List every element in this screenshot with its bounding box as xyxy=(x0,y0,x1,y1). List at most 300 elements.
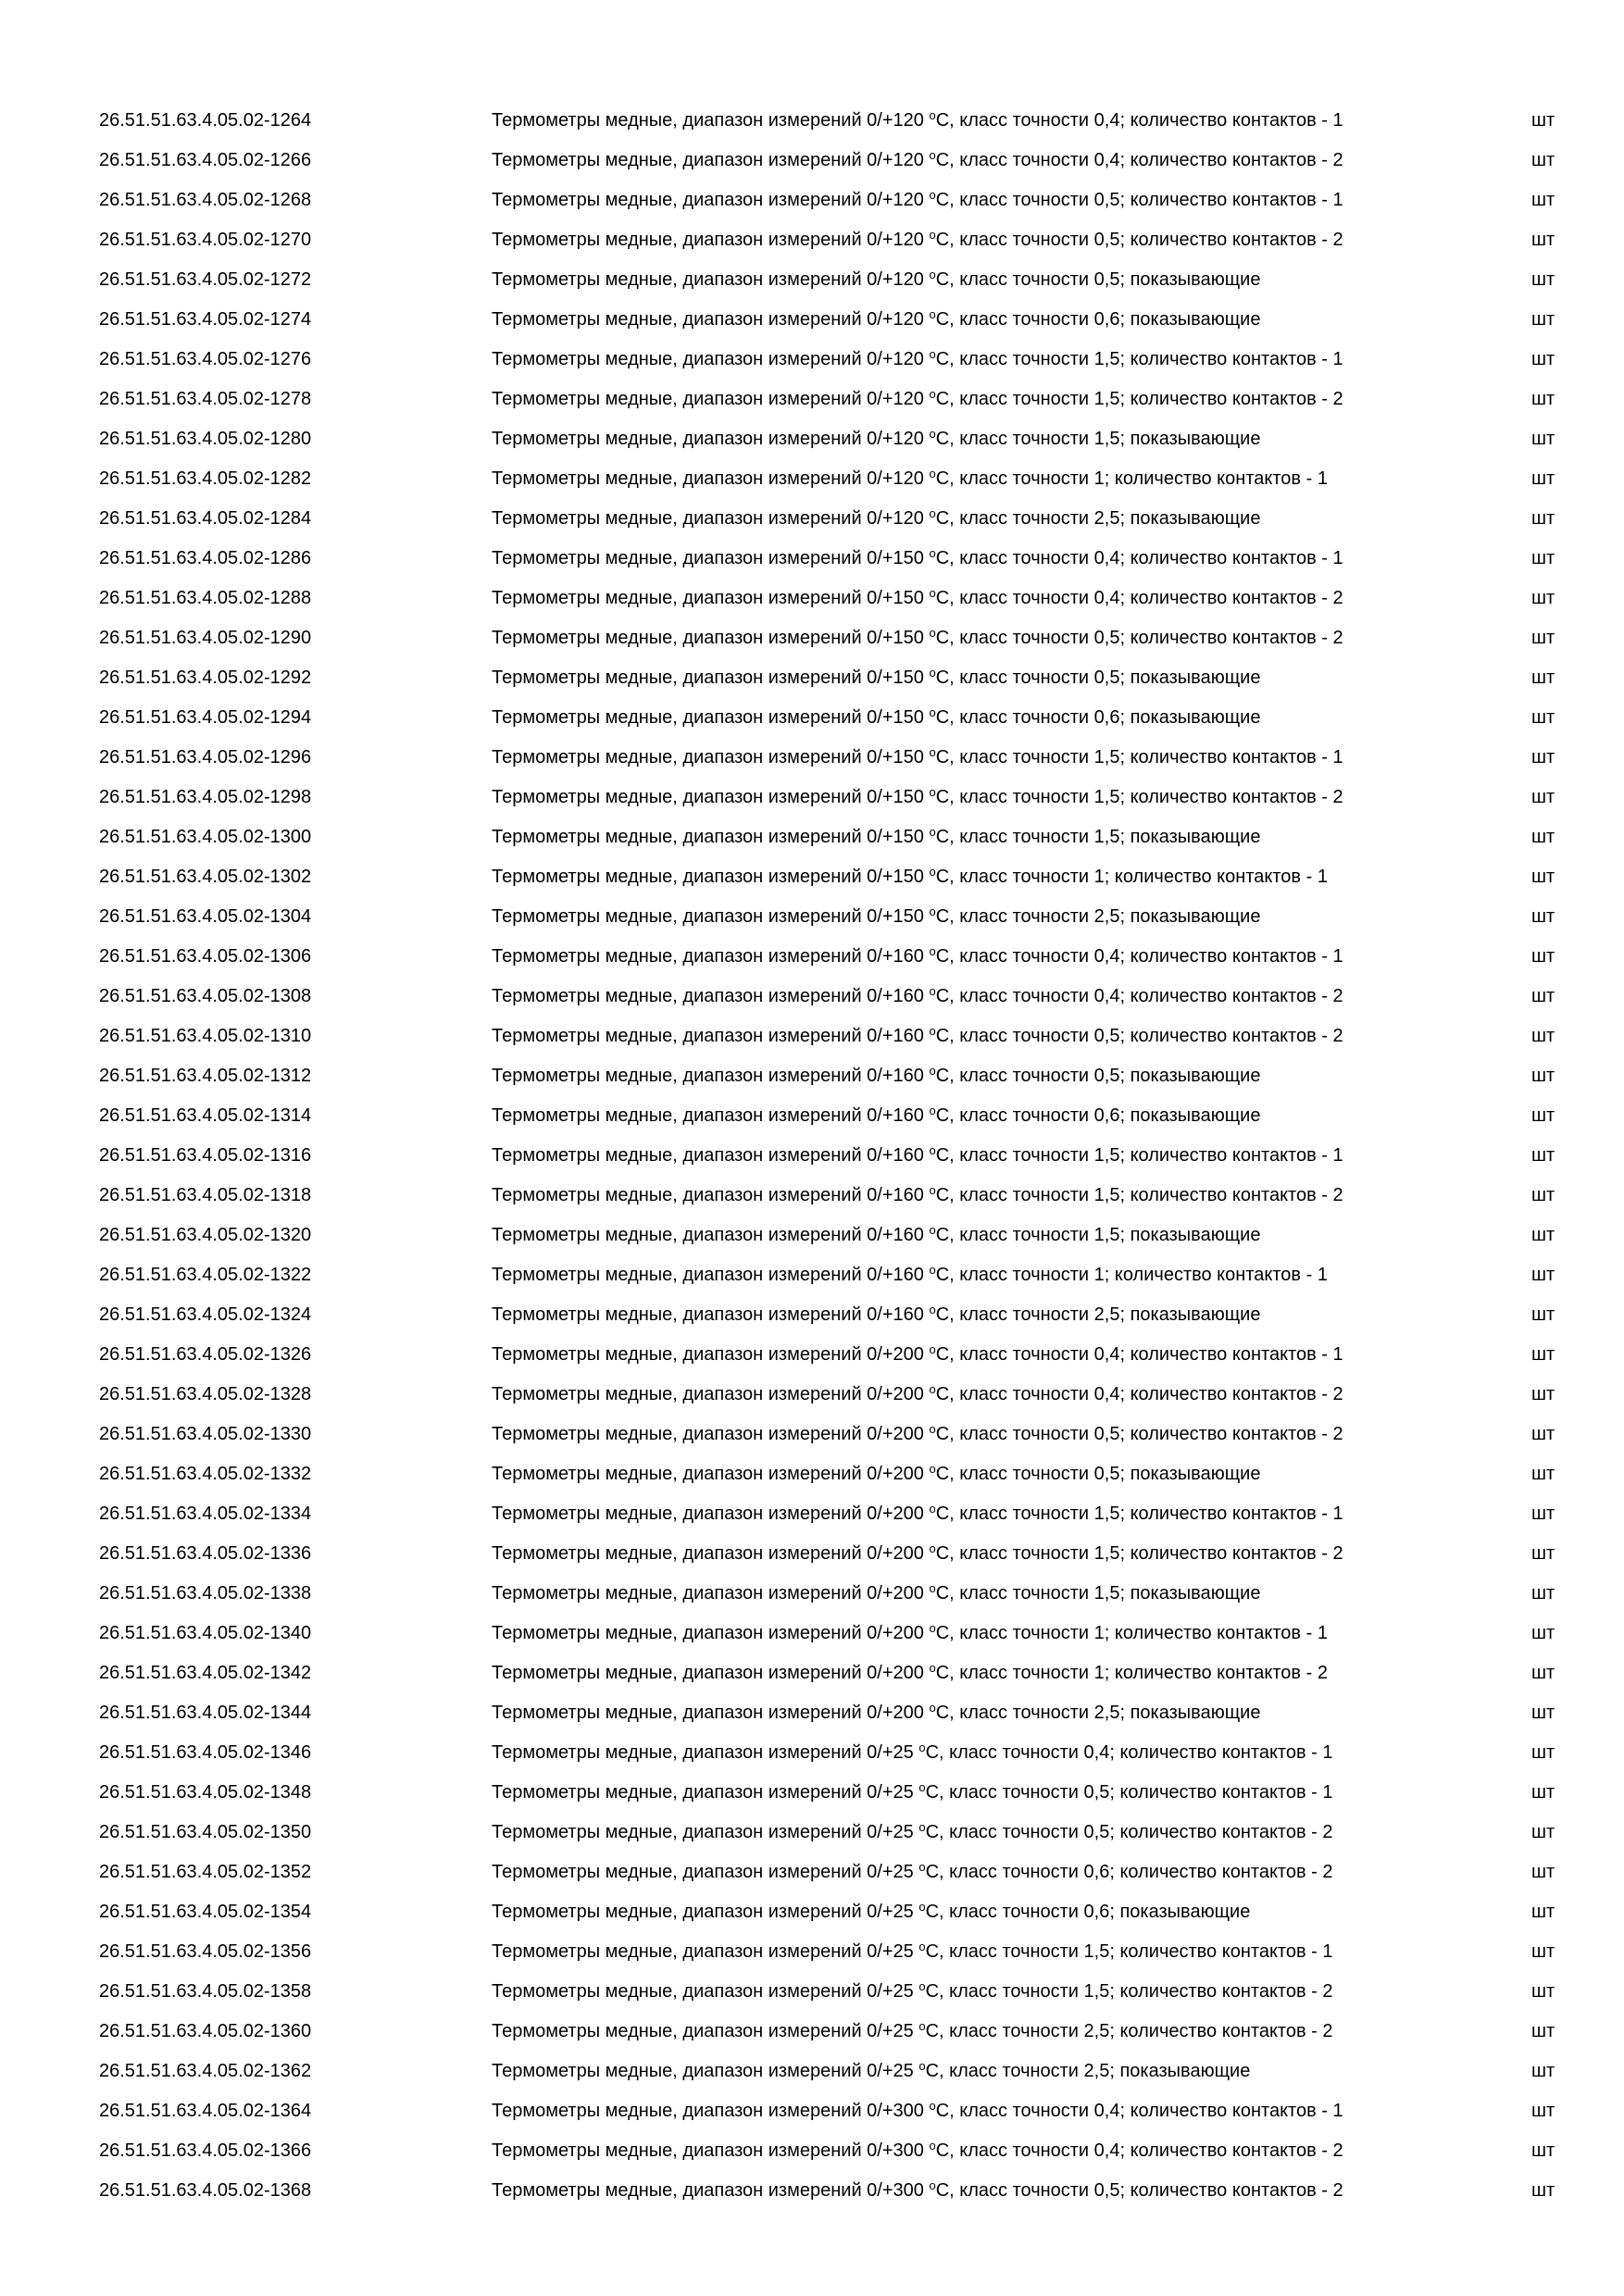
unit-of-measure: шт xyxy=(1531,1424,1555,1444)
description-end: C, класс точности 0,4; количество контактов - 2 xyxy=(935,2140,1343,2161)
degree-superscript: o xyxy=(929,188,936,202)
resource-code: 26.51.51.63.4.05.02-1304 xyxy=(99,906,312,927)
table-row xyxy=(0,1733,1624,1773)
table-row xyxy=(0,539,1624,579)
table-row xyxy=(0,1295,1624,1335)
resource-description xyxy=(492,579,1343,618)
table-row xyxy=(0,1335,1624,1375)
table-row xyxy=(0,579,1624,618)
description-end: C, класс точности 0,4; количество контактов - 1 xyxy=(935,946,1343,967)
resource-description xyxy=(492,698,1260,738)
description-end: C, класс точности 2,5; показывающие xyxy=(935,1703,1261,1723)
unit-of-measure: шт xyxy=(1531,1941,1555,1962)
description-end: C, класс точности 0,5; показывающие xyxy=(935,1464,1261,1484)
description-start: Термометры медные, диапазон измерений 0/+120 xyxy=(492,269,930,290)
degree-superscript: o xyxy=(918,1780,926,1794)
description-start: Термометры медные, диапазон измерений 0/+200 xyxy=(492,1504,930,1524)
degree-superscript: o xyxy=(929,944,936,958)
resource-description xyxy=(492,618,1343,658)
unit-of-measure: шт xyxy=(1531,1703,1555,1723)
unit-of-measure: шт xyxy=(1531,2021,1555,2041)
description-end: C, класс точности 1,5; показывающие xyxy=(935,429,1261,449)
table-row xyxy=(0,1853,1624,1892)
resource-description xyxy=(492,419,1260,459)
table-row xyxy=(0,1255,1624,1295)
unit-of-measure: шт xyxy=(1531,1225,1555,1245)
degree-superscript: o xyxy=(929,2099,936,2113)
degree-superscript: o xyxy=(918,2019,926,2033)
unit-of-measure: шт xyxy=(1531,1504,1555,1524)
description-end: C, класс точности 1,5; показывающие xyxy=(935,827,1261,847)
table-row xyxy=(0,2131,1624,2171)
degree-superscript: o xyxy=(929,1183,936,1197)
resource-code: 26.51.51.63.4.05.02-1320 xyxy=(99,1225,312,1245)
resource-description xyxy=(492,1136,1343,1176)
resource-description xyxy=(492,1216,1260,1255)
table-row xyxy=(0,1415,1624,1454)
description-end: C, класс точности 1,5; количество контактов - 1 xyxy=(925,1941,1333,1962)
description-start: Термометры медные, диапазон измерений 0/+25 xyxy=(492,1862,919,1882)
degree-superscript: o xyxy=(918,1900,926,1914)
degree-superscript: o xyxy=(918,1860,926,1874)
degree-superscript: o xyxy=(929,1581,936,1595)
table-row xyxy=(0,1017,1624,1056)
table-row xyxy=(0,857,1624,897)
unit-of-measure: шт xyxy=(1531,1344,1555,1365)
table-row xyxy=(0,1693,1624,1733)
resource-description xyxy=(492,2131,1343,2171)
resource-description xyxy=(492,539,1343,579)
unit-of-measure: шт xyxy=(1531,468,1555,489)
degree-superscript: o xyxy=(929,1621,936,1635)
resource-description xyxy=(492,1494,1343,1534)
description-end: C, класс точности 0,4; количество контактов - 1 xyxy=(935,1344,1343,1365)
description-start: Термометры медные, диапазон измерений 0/+150 xyxy=(492,867,930,887)
table-row xyxy=(0,2171,1624,2211)
resource-description xyxy=(492,1415,1343,1454)
description-start: Термометры медные, диапазон измерений 0/+300 xyxy=(492,2180,930,2201)
resource-description xyxy=(492,738,1343,778)
degree-superscript: o xyxy=(929,1541,936,1555)
description-start: Термометры медные, диапазон измерений 0/+120 xyxy=(492,309,930,330)
unit-of-measure: шт xyxy=(1531,230,1555,250)
description-end: C, класс точности 2,5; показывающие xyxy=(935,508,1261,529)
degree-superscript: o xyxy=(929,1701,936,1715)
description-start: Термометры медные, диапазон измерений 0/+25 xyxy=(492,1822,919,1842)
description-start: Термометры медные, диапазон измерений 0/+160 xyxy=(492,1265,930,1285)
description-end: C, класс точности 0,4; количество контактов - 1 xyxy=(935,2101,1343,2121)
degree-superscript: o xyxy=(918,2059,926,2073)
unit-of-measure: шт xyxy=(1531,1145,1555,1166)
table-row xyxy=(0,698,1624,738)
unit-of-measure: шт xyxy=(1531,1066,1555,1086)
unit-of-measure: шт xyxy=(1531,269,1555,290)
table-row xyxy=(0,2091,1624,2131)
table-row xyxy=(0,419,1624,459)
resource-code: 26.51.51.63.4.05.02-1314 xyxy=(99,1105,312,1126)
description-start: Термометры медные, диапазон измерений 0/+150 xyxy=(492,548,930,568)
resource-code: 26.51.51.63.4.05.02-1288 xyxy=(99,588,312,608)
table-row xyxy=(0,1932,1624,1972)
table-row xyxy=(0,1892,1624,1932)
resource-code: 26.51.51.63.4.05.02-1268 xyxy=(99,190,312,210)
description-end: C, класс точности 1,5; количество контактов - 1 xyxy=(935,1504,1343,1524)
unit-of-measure: шт xyxy=(1531,1583,1555,1603)
description-end: C, класс точности 2,5; показывающие xyxy=(935,906,1261,927)
table-row xyxy=(0,300,1624,340)
unit-of-measure: шт xyxy=(1531,1623,1555,1643)
unit-of-measure: шт xyxy=(1531,1105,1555,1126)
degree-superscript: o xyxy=(918,1741,926,1754)
resource-code: 26.51.51.63.4.05.02-1348 xyxy=(99,1782,312,1803)
description-start: Термометры медные, диапазон измерений 0/+120 xyxy=(492,230,930,250)
resource-description xyxy=(492,1932,1333,1972)
resource-code: 26.51.51.63.4.05.02-1330 xyxy=(99,1424,312,1444)
description-start: Термометры медные, диапазон измерений 0/+150 xyxy=(492,628,930,648)
resource-code: 26.51.51.63.4.05.02-1322 xyxy=(99,1265,312,1285)
description-end: C, класс точности 0,4; количество контактов - 1 xyxy=(935,110,1343,131)
table-row xyxy=(0,1534,1624,1574)
resource-code: 26.51.51.63.4.05.02-1356 xyxy=(99,1941,312,1962)
resource-code: 26.51.51.63.4.05.02-1334 xyxy=(99,1504,312,1524)
resource-description xyxy=(492,1017,1343,1056)
resource-description xyxy=(492,141,1343,181)
table-row xyxy=(0,1375,1624,1415)
resource-code: 26.51.51.63.4.05.02-1270 xyxy=(99,230,312,250)
degree-superscript: o xyxy=(929,268,936,281)
description-end: C, класс точности 1,5; показывающие xyxy=(935,1583,1261,1603)
description-end: C, класс точности 1; количество контактов - 2 xyxy=(935,1663,1328,1683)
description-end: C, класс точности 0,4; количество контактов - 2 xyxy=(935,986,1343,1006)
description-end: C, класс точности 0,5; количество контактов - 2 xyxy=(935,628,1343,648)
table-row xyxy=(0,499,1624,539)
description-start: Термометры медные, диапазон измерений 0/+25 xyxy=(492,1941,919,1962)
table-row xyxy=(0,778,1624,817)
description-start: Термометры медные, диапазон измерений 0/+150 xyxy=(492,707,930,728)
degree-superscript: o xyxy=(929,626,936,640)
unit-of-measure: шт xyxy=(1531,1663,1555,1683)
unit-of-measure: шт xyxy=(1531,986,1555,1006)
resource-description xyxy=(492,1176,1343,1216)
resource-code: 26.51.51.63.4.05.02-1326 xyxy=(99,1344,312,1365)
description-start: Термометры медные, диапазон измерений 0/+160 xyxy=(492,1225,930,1245)
description-start: Термометры медные, диапазон измерений 0/+120 xyxy=(492,468,930,489)
description-start: Термометры медные, диапазон измерений 0/+120 xyxy=(492,150,930,170)
resource-description xyxy=(492,181,1343,220)
resource-code: 26.51.51.63.4.05.02-1344 xyxy=(99,1703,312,1723)
unit-of-measure: шт xyxy=(1531,906,1555,927)
resource-description xyxy=(492,2091,1343,2131)
resource-code: 26.51.51.63.4.05.02-1280 xyxy=(99,429,312,449)
description-end: C, класс точности 1; количество контактов - 1 xyxy=(935,468,1328,489)
description-start: Термометры медные, диапазон измерений 0/+25 xyxy=(492,1742,919,1763)
table-row xyxy=(0,141,1624,181)
degree-superscript: o xyxy=(929,825,936,839)
resource-code: 26.51.51.63.4.05.02-1362 xyxy=(99,2061,312,2081)
description-start: Термометры медные, диапазон измерений 0/+160 xyxy=(492,1105,930,1126)
description-start: Термометры медные, диапазон измерений 0/+150 xyxy=(492,668,930,688)
description-start: Термометры медные, диапазон измерений 0/+160 xyxy=(492,1185,930,1205)
resource-code: 26.51.51.63.4.05.02-1294 xyxy=(99,707,312,728)
degree-superscript: o xyxy=(929,1502,936,1516)
degree-superscript: o xyxy=(929,506,936,520)
description-end: C, класс точности 1; количество контактов - 1 xyxy=(935,867,1328,887)
resource-description xyxy=(492,101,1343,141)
table-row xyxy=(0,1574,1624,1614)
resource-code: 26.51.51.63.4.05.02-1360 xyxy=(99,2021,312,2041)
description-start: Термометры медные, диапазон измерений 0/+200 xyxy=(492,1543,930,1564)
resource-code: 26.51.51.63.4.05.02-1312 xyxy=(99,1066,312,1086)
resource-code: 26.51.51.63.4.05.02-1352 xyxy=(99,1862,312,1882)
degree-superscript: o xyxy=(929,307,936,321)
description-start: Термометры медные, диапазон измерений 0/+160 xyxy=(492,1304,930,1325)
resource-description xyxy=(492,897,1260,937)
description-start: Термометры медные, диапазон измерений 0/+120 xyxy=(492,508,930,529)
description-start: Термометры медные, диапазон измерений 0/+25 xyxy=(492,1981,919,2002)
resource-description xyxy=(492,1853,1333,1892)
description-end: C, класс точности 0,5; количество контактов - 2 xyxy=(925,1822,1333,1842)
unit-of-measure: шт xyxy=(1531,1543,1555,1564)
description-start: Термометры медные, диапазон измерений 0/+300 xyxy=(492,2140,930,2161)
description-start: Термометры медные, диапазон измерений 0/+25 xyxy=(492,2061,919,2081)
description-end: C, класс точности 0,5; показывающие xyxy=(935,1066,1261,1086)
degree-superscript: o xyxy=(929,705,936,719)
description-end: C, класс точности 0,5; количество контактов - 2 xyxy=(935,1026,1343,1046)
degree-superscript: o xyxy=(929,1104,936,1117)
description-end: C, класс точности 1,5; показывающие xyxy=(935,1225,1261,1245)
unit-of-measure: шт xyxy=(1531,1902,1555,1922)
table-row xyxy=(0,220,1624,260)
resource-description xyxy=(492,260,1260,300)
degree-superscript: o xyxy=(929,1661,936,1675)
resource-description xyxy=(492,2052,1250,2091)
resource-description xyxy=(492,1813,1333,1853)
degree-superscript: o xyxy=(929,1303,936,1316)
resource-description xyxy=(492,300,1260,340)
table-row xyxy=(0,1176,1624,1216)
resource-description xyxy=(492,1335,1343,1375)
description-start: Термометры медные, диапазон измерений 0/+200 xyxy=(492,1703,930,1723)
unit-of-measure: шт xyxy=(1531,668,1555,688)
description-end: C, класс точности 1,5; количество контактов - 2 xyxy=(935,787,1343,807)
resource-description xyxy=(492,459,1328,499)
resource-code: 26.51.51.63.4.05.02-1308 xyxy=(99,986,312,1006)
resource-code: 26.51.51.63.4.05.02-1316 xyxy=(99,1145,312,1166)
resource-code: 26.51.51.63.4.05.02-1318 xyxy=(99,1185,312,1205)
resource-code: 26.51.51.63.4.05.02-1366 xyxy=(99,2140,312,2161)
description-end: C, класс точности 0,6; показывающие xyxy=(925,1902,1251,1922)
degree-superscript: o xyxy=(929,1263,936,1277)
description-end: C, класс точности 0,6; показывающие xyxy=(935,707,1261,728)
resource-description xyxy=(492,817,1260,857)
table-row xyxy=(0,2052,1624,2091)
unit-of-measure: шт xyxy=(1531,628,1555,648)
resource-code: 26.51.51.63.4.05.02-1364 xyxy=(99,2101,312,2121)
description-end: C, класс точности 0,6; показывающие xyxy=(935,309,1261,330)
resource-description xyxy=(492,1693,1260,1733)
unit-of-measure: шт xyxy=(1531,2180,1555,2201)
description-end: C, класс точности 1,5; количество контактов - 2 xyxy=(935,1543,1343,1564)
resource-description xyxy=(492,499,1260,539)
unit-of-measure: шт xyxy=(1531,349,1555,369)
description-start: Термометры медные, диапазон измерений 0/+120 xyxy=(492,190,930,210)
table-row xyxy=(0,1614,1624,1653)
unit-of-measure: шт xyxy=(1531,508,1555,529)
table-row xyxy=(0,1136,1624,1176)
description-start: Термометры медные, диапазон измерений 0/+25 xyxy=(492,1902,919,1922)
degree-superscript: o xyxy=(929,1382,936,1396)
resource-code: 26.51.51.63.4.05.02-1264 xyxy=(99,110,312,131)
description-start: Термометры медные, диапазон измерений 0/+150 xyxy=(492,747,930,767)
resource-code: 26.51.51.63.4.05.02-1278 xyxy=(99,389,312,409)
resource-code: 26.51.51.63.4.05.02-1310 xyxy=(99,1026,312,1046)
unit-of-measure: шт xyxy=(1531,309,1555,330)
description-start: Термометры медные, диапазон измерений 0/+160 xyxy=(492,946,930,967)
description-end: C, класс точности 1,5; количество контактов - 2 xyxy=(925,1981,1333,2002)
table-row xyxy=(0,1653,1624,1693)
table-row xyxy=(0,1494,1624,1534)
resource-description xyxy=(492,1454,1260,1494)
unit-of-measure: шт xyxy=(1531,1742,1555,1763)
description-end: C, класс точности 1; количество контактов - 1 xyxy=(935,1265,1328,1285)
description-end: C, класс точности 0,5; показывающие xyxy=(935,269,1261,290)
resource-description xyxy=(492,2012,1333,2052)
resource-description xyxy=(492,1733,1333,1773)
resource-list xyxy=(0,101,1624,2211)
unit-of-measure: шт xyxy=(1531,548,1555,568)
resource-code: 26.51.51.63.4.05.02-1276 xyxy=(99,349,312,369)
unit-of-measure: шт xyxy=(1531,827,1555,847)
degree-superscript: o xyxy=(929,387,936,401)
unit-of-measure: шт xyxy=(1531,867,1555,887)
description-start: Термометры медные, диапазон измерений 0/+120 xyxy=(492,429,930,449)
resource-code: 26.51.51.63.4.05.02-1324 xyxy=(99,1304,312,1325)
unit-of-measure: шт xyxy=(1531,1304,1555,1325)
description-end: C, класс точности 2,5; показывающие xyxy=(925,2061,1251,2081)
table-row xyxy=(0,658,1624,698)
table-row xyxy=(0,1813,1624,1853)
description-start: Термометры медные, диапазон измерений 0/+150 xyxy=(492,787,930,807)
description-start: Термометры медные, диапазон измерений 0/+160 xyxy=(492,1026,930,1046)
resource-description xyxy=(492,1096,1260,1136)
degree-superscript: o xyxy=(929,347,936,361)
unit-of-measure: шт xyxy=(1531,707,1555,728)
degree-superscript: o xyxy=(918,1940,926,1953)
description-start: Термометры медные, диапазон измерений 0/+150 xyxy=(492,588,930,608)
degree-superscript: o xyxy=(929,2139,936,2152)
description-end: C, класс точности 0,4; количество контактов - 2 xyxy=(935,1384,1343,1404)
table-row xyxy=(0,1773,1624,1813)
unit-of-measure: шт xyxy=(1531,1026,1555,1046)
table-row xyxy=(0,2012,1624,2052)
resource-code: 26.51.51.63.4.05.02-1342 xyxy=(99,1663,312,1683)
degree-superscript: o xyxy=(929,666,936,680)
description-start: Термометры медные, диапазон измерений 0/+200 xyxy=(492,1464,930,1484)
degree-superscript: o xyxy=(918,1979,926,1993)
unit-of-measure: шт xyxy=(1531,110,1555,131)
resource-code: 26.51.51.63.4.05.02-1266 xyxy=(99,150,312,170)
resource-description xyxy=(492,1892,1250,1932)
degree-superscript: o xyxy=(929,1462,936,1476)
resource-code: 26.51.51.63.4.05.02-1298 xyxy=(99,787,312,807)
table-row xyxy=(0,380,1624,419)
degree-superscript: o xyxy=(929,745,936,759)
resource-description xyxy=(492,1056,1260,1096)
table-row xyxy=(0,459,1624,499)
description-start: Термометры медные, диапазон измерений 0/+25 xyxy=(492,1782,919,1803)
resource-description xyxy=(492,1972,1333,2012)
unit-of-measure: шт xyxy=(1531,1862,1555,1882)
unit-of-measure: шт xyxy=(1531,1265,1555,1285)
description-end: C, класс точности 0,4; количество контактов - 2 xyxy=(935,150,1343,170)
resource-code: 26.51.51.63.4.05.02-1292 xyxy=(99,668,312,688)
description-start: Термометры медные, диапазон измерений 0/+160 xyxy=(492,986,930,1006)
table-row xyxy=(0,1056,1624,1096)
degree-superscript: o xyxy=(929,1143,936,1157)
description-end: C, класс точности 0,4; количество контактов - 1 xyxy=(925,1742,1333,1763)
degree-superscript: o xyxy=(929,586,936,600)
degree-superscript: o xyxy=(929,467,936,480)
resource-description xyxy=(492,977,1343,1017)
description-end: C, класс точности 1; количество контактов - 1 xyxy=(935,1623,1328,1643)
resource-code: 26.51.51.63.4.05.02-1346 xyxy=(99,1742,312,1763)
table-row xyxy=(0,181,1624,220)
resource-code: 26.51.51.63.4.05.02-1338 xyxy=(99,1583,312,1603)
resource-code: 26.51.51.63.4.05.02-1274 xyxy=(99,309,312,330)
table-row xyxy=(0,1096,1624,1136)
description-end: C, класс точности 0,4; количество контактов - 2 xyxy=(935,588,1343,608)
resource-description xyxy=(492,340,1343,380)
table-row xyxy=(0,101,1624,141)
resource-description xyxy=(492,220,1343,260)
degree-superscript: o xyxy=(929,2178,936,2192)
description-end: C, класс точности 1,5; количество контактов - 1 xyxy=(935,1145,1343,1166)
table-row xyxy=(0,1454,1624,1494)
unit-of-measure: шт xyxy=(1531,1822,1555,1842)
description-start: Термометры медные, диапазон измерений 0/+300 xyxy=(492,2101,930,2121)
resource-code: 26.51.51.63.4.05.02-1340 xyxy=(99,1623,312,1643)
resource-code: 26.51.51.63.4.05.02-1328 xyxy=(99,1384,312,1404)
degree-superscript: o xyxy=(929,865,936,879)
description-end: C, класс точности 0,6; показывающие xyxy=(935,1105,1261,1126)
table-row xyxy=(0,937,1624,977)
degree-superscript: o xyxy=(929,1024,936,1038)
resource-description xyxy=(492,2171,1343,2211)
resource-code: 26.51.51.63.4.05.02-1354 xyxy=(99,1902,312,1922)
resource-description xyxy=(492,1614,1328,1653)
resource-description xyxy=(492,1255,1328,1295)
description-end: C, класс точности 2,5; количество контактов - 2 xyxy=(925,2021,1333,2041)
resource-description xyxy=(492,658,1260,698)
description-end: C, класс точности 1,5; количество контактов - 2 xyxy=(935,1185,1343,1205)
degree-superscript: o xyxy=(929,785,936,799)
description-start: Термометры медные, диапазон измерений 0/+200 xyxy=(492,1344,930,1365)
description-start: Термометры медные, диапазон измерений 0/+160 xyxy=(492,1066,930,1086)
resource-code: 26.51.51.63.4.05.02-1332 xyxy=(99,1464,312,1484)
unit-of-measure: шт xyxy=(1531,2061,1555,2081)
description-end: C, класс точности 0,5; количество контактов - 2 xyxy=(935,2180,1343,2201)
description-end: C, класс точности 0,4; количество контактов - 1 xyxy=(935,548,1343,568)
resource-description xyxy=(492,1773,1333,1813)
unit-of-measure: шт xyxy=(1531,150,1555,170)
resource-code: 26.51.51.63.4.05.02-1300 xyxy=(99,827,312,847)
table-row xyxy=(0,897,1624,937)
unit-of-measure: шт xyxy=(1531,747,1555,767)
description-start: Термометры медные, диапазон измерений 0/+120 xyxy=(492,110,930,131)
degree-superscript: o xyxy=(929,228,936,242)
degree-superscript: o xyxy=(929,984,936,998)
resource-description xyxy=(492,937,1343,977)
